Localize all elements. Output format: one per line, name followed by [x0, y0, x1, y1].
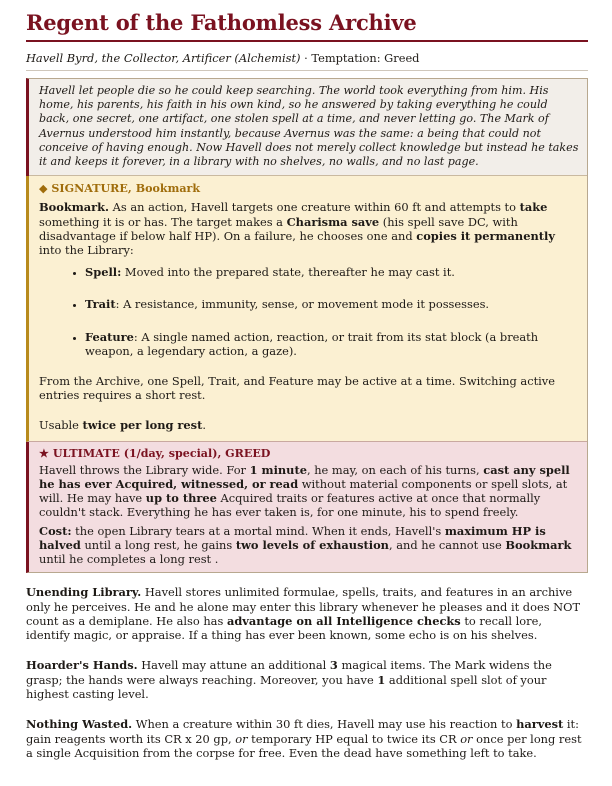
ability-sheet [26, 10, 588, 772]
ultimate-heading [39, 447, 579, 461]
feature-name: Hoarder's Hands. [26, 658, 138, 673]
feature-nothing-wasted [26, 717, 588, 760]
signature-heading [39, 182, 579, 196]
ability-box [26, 78, 588, 573]
page-title: Regent of the Fathomless Archive [26, 10, 417, 35]
italic-text: or [235, 731, 248, 746]
item-text: : A resistance, immunity, sense, or movement mode it possesses. [115, 297, 490, 312]
ultimate-label: ULTIMATE (1/day, special), GREED [52, 446, 271, 460]
italic-text: or [460, 731, 473, 746]
text: As an action, Havell targets one creature within 60 ft and attempts to [109, 200, 520, 215]
usage-note [39, 418, 579, 432]
signature-section [26, 176, 587, 441]
bold-text: advantage on all Intelligence checks [226, 613, 461, 628]
temptation: · Temptation: Greed [304, 51, 420, 65]
bold-text: 1 [377, 672, 386, 687]
subtitle [26, 51, 588, 71]
bold-text: harvest [516, 717, 564, 732]
text: to recall lore, identify magic, or appraise. If a thing has ever been known, some echo is on his shelves. [26, 613, 542, 643]
text: When a creature within 30 ft dies, Havell may use his reaction to [132, 717, 517, 732]
character-name: Havell Byrd, the Collector, [26, 51, 180, 65]
item-text: : A single named action, reaction, or trait from its stat block (a breath weapon, a legendary action, a gaze). [85, 329, 539, 358]
text: until he completes a long rest . [39, 552, 219, 567]
list-item [85, 265, 579, 279]
text: (his spell save DC, with disadvantage if below half HP). On a failure, he chooses one and [39, 214, 518, 243]
bookmark-name: Bookmark. [39, 200, 110, 215]
bold-text: Bookmark [505, 537, 572, 552]
bold-text: copies it permanently [416, 228, 555, 243]
signature-label: SIGNATURE, [51, 182, 132, 196]
bold-text: cast any spell he has ever Acquired, witnessed, or read [39, 462, 570, 492]
text: without material components or spell slots, at will. He may have [39, 477, 568, 506]
archive-rule: From the Archive, one Spell, Trait, and Feature may be active at a time. Switching active entries requires a short rest. [39, 374, 555, 403]
text: until a long rest, he gains [80, 537, 236, 552]
text: , and he cannot use [388, 537, 506, 552]
ultimate-description [39, 463, 579, 520]
ultimate-section [26, 442, 587, 573]
text: into the Library: [39, 243, 134, 258]
text: , he may, on each of his turns, [306, 462, 484, 477]
ultimate-cost [39, 524, 579, 567]
bold-text: 3 [329, 658, 338, 673]
text: the open Library tears at a mortal mind. When it ends, Havell's [71, 523, 445, 538]
character-class: Artificer (Alchemist) [182, 51, 301, 65]
text: once per long rest a single Acquisition from the corpse for free. Even the dead have something left to take. [26, 731, 582, 760]
item-label: Trait [85, 297, 116, 312]
feature-unending-library [26, 585, 588, 642]
title-rule [26, 40, 588, 42]
signature-name: Bookmark [135, 182, 201, 196]
text: Havell may attune an additional [137, 658, 330, 673]
item-label: Spell: [85, 265, 122, 280]
text: Usable [39, 418, 83, 433]
text: something it is or has. The target makes a [39, 214, 287, 229]
text: Havell stores unlimited formulae, spells, traits, and features in an archive only he perceives. He and he alone may enter this library whenever he pleases and it does NOT count as a demiplane. He also has [26, 585, 581, 628]
bold-text: take [519, 200, 548, 215]
text: it: gain reagents worth its CR x 20 gp, [26, 717, 579, 746]
text: Acquired traits or features active at once that normally couldn't stack. Everything he has ever taken is, for one minute, his to spend freely. [39, 491, 541, 520]
bold-text: maximum HP is halved [39, 523, 546, 552]
bold-text: Charisma save [286, 214, 380, 229]
bold-text: up to three [145, 491, 217, 506]
feature-name: Nothing Wasted. [26, 717, 133, 732]
item-label: Feature [85, 329, 134, 344]
acquisition-list [39, 265, 579, 358]
item-text: Moved into the prepared state, thereafter he may cast it. [121, 265, 455, 280]
text: additional spell slot of your highest casting level. [26, 672, 547, 702]
signature-description [39, 200, 579, 257]
text: . [202, 418, 206, 433]
bold-text: twice per long rest [82, 418, 203, 433]
text: Havell throws the Library wide. For [39, 462, 250, 477]
diamond-icon: ◆ [39, 182, 48, 196]
lore-text: Havell let people die so he could keep searching. The world took everything from him. His home, his parents, his faith in his own kind, so he answered by taking everything he could back, one secret, one artifact, one stolen spell at a time, and never letting go. The Mark of Avernus understood him instantly, because Avernus was the same: a being that could not conceive of having enough. Now Havell does not merely collect knowledge but instead he takes it and keeps it forever, in a library with no shelves, no walls, and no last page. [29, 79, 587, 176]
bold-text: 1 minute [249, 462, 307, 477]
list-item [85, 330, 579, 358]
cost-label: Cost: [39, 523, 72, 538]
bold-text: two levels of exhaustion [235, 537, 389, 552]
list-item [85, 297, 579, 311]
feature-hoarders-hands [26, 658, 588, 701]
text: temporary HP equal to twice its CR [247, 731, 461, 746]
text: magical items. The Mark widens the grasp; the hands were always reaching. Moreover, you have [26, 658, 552, 687]
feature-name: Unending Library. [26, 585, 142, 600]
star-icon: ★ [39, 446, 49, 460]
